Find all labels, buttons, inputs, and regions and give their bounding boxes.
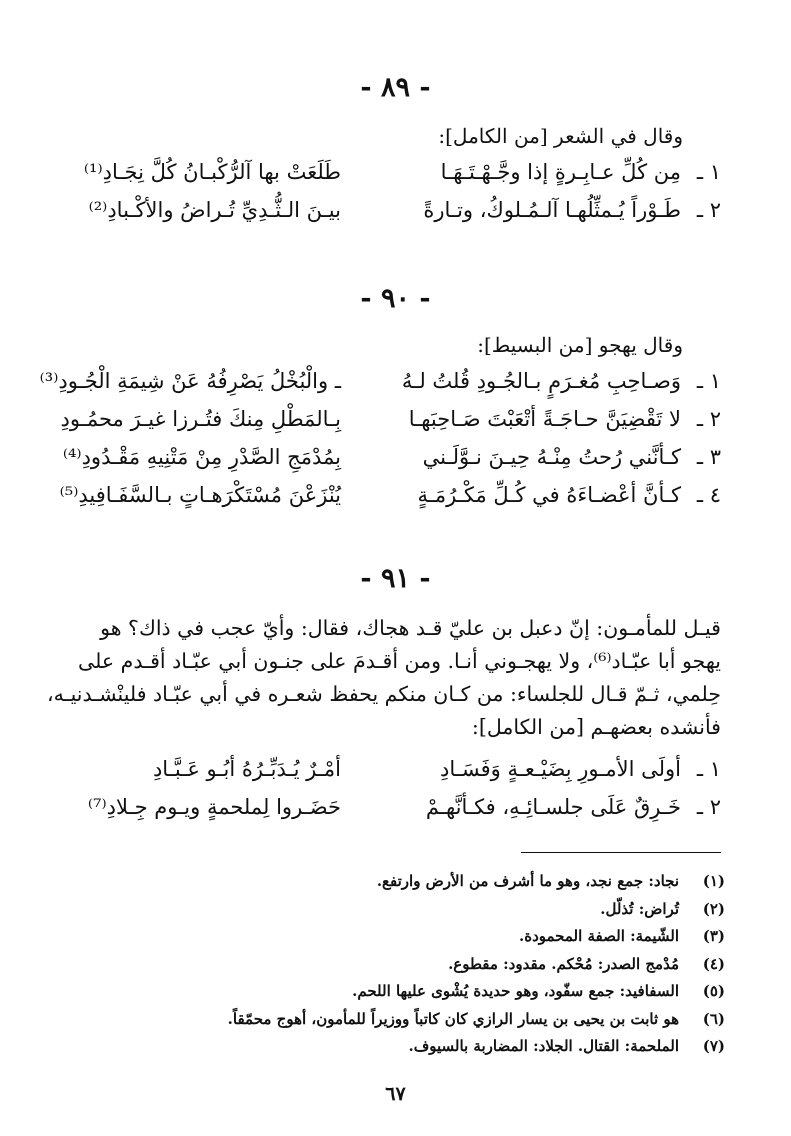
- footnote-text: نجاد: جمع نجد، وهو ما أشرف من الأرض وارتفع.: [376, 872, 679, 890]
- first-hemistich: كـأنَّني رُحتُ مِنْـهُ حِيـنَ نـوَّلَـني: [422, 445, 681, 469]
- footnote: [60, 872, 725, 900]
- prose-line: فأنشده بعضهـم [من الكامل]:: [471, 715, 721, 739]
- verse: [39, 369, 721, 407]
- footnote-text: الملحمة: القتال. الجلاد: المضاربة بالسيوف.: [408, 1037, 679, 1055]
- second-hemistich: حَضَـروا لِملحمةٍ ويـوم جِـلادِ⁽⁷⁾: [87, 795, 341, 819]
- verse-number: ١ ـ: [696, 160, 721, 184]
- poem: [39, 369, 721, 521]
- footnote-number: (٢): [702, 899, 725, 918]
- footnote-number: (٦): [702, 1009, 725, 1028]
- first-hemistich: أولَى الأمـورِ بِضَيْـعـةٍ وَفَسَـادِ: [439, 757, 681, 781]
- first-hemistich: كـأنَّ أعْضـاءَهُ في كُـلِّ مَكْـرُمَـةٍ: [417, 483, 681, 507]
- second-hemistich: يُنْزَعْنَ مُسْتَكْرَهـاتٍ بـالسَّفَـافِيدِ⁽⁵⁾: [59, 483, 341, 507]
- footnote: [60, 1010, 725, 1038]
- second-hemistich: ـ والْبُخْلُ يَصْرِفُهُ عَنْ شِيمَةِ الْجُـودِ⁽³⁾: [39, 369, 341, 393]
- poem: [48, 160, 721, 236]
- first-hemistich: خَـرِقٌ عَلَى جلسـائِـهِ، فكـأنَّهـمْ: [425, 795, 681, 819]
- second-hemistich: طَلَعَتْ بها آلرُّكْبـانُ كُلَّ نِجَـادِ⁽¹⁾: [83, 160, 341, 184]
- footnote-text: الشّيمة: الصفة المحمودة.: [519, 927, 679, 945]
- first-hemistich: لا تَقْضِيَنَّ حـاجَـةً أتْعَبْتَ صَـاحِبَهـا: [408, 407, 681, 431]
- verse: [48, 795, 721, 833]
- verse-number: ١ ـ: [696, 757, 721, 781]
- verse: [48, 160, 721, 198]
- prose-line: قيـل للمأمـون: إنّ دعبل بن عليّ قـد هجاك، فقال: وأيّ عجب في ذاك؟ هو: [100, 616, 721, 640]
- section-intro: وقال يهجو [من البسيط]:: [477, 333, 683, 357]
- prose-line: يهجو أبا عبّـاد⁽⁶⁾، ولا يهجـوني أنـا. ومن أقـدمَ على جنـون أبي عبّـاد أقـدم على: [78, 649, 721, 673]
- second-hemistich: أمْـرٌ يُـدَبِّـرُهُ أبُـو عَـبَّـادِ: [152, 757, 341, 781]
- prose-paragraph: [46, 612, 721, 744]
- first-hemistich: وَصـاحِبِ مُغـرَمٍ بـالجُـودِ قُلتُ لـهُ: [401, 369, 681, 393]
- verse-number: ٤ ـ: [696, 483, 721, 507]
- verse-number: ٢ ـ: [696, 407, 721, 431]
- verse-number: ٣ ـ: [696, 445, 721, 469]
- footnote: [60, 900, 725, 928]
- footnote-text: هو ثابت بن يحيى بن يسار الرازي كان كاتباً ووزيراً للمأمون، أهوج محمّقاً.: [227, 1009, 679, 1028]
- verse: [48, 445, 721, 483]
- footnote-number: (١): [702, 872, 725, 890]
- first-hemistich: طَـوْراً يُـمثِّلُهـا آلـمُـلوكُ، وتـارةً: [423, 198, 681, 222]
- footnote-number: (٧): [702, 1037, 725, 1055]
- verse-number: ٢ ـ: [696, 795, 721, 819]
- verse-number: ٢ ـ: [696, 198, 721, 222]
- section-number: - ٩١ -: [360, 563, 431, 594]
- footnote: [60, 982, 725, 1010]
- first-hemistich: مِن كُلِّ عـابِـرةٍ إذا وجَّـهْـتَـهَـا: [440, 160, 681, 184]
- footnote-text: مُدْمج الصدر: مُحْكم. مقدود: مقطوع.: [448, 954, 679, 973]
- footnote-number: (٤): [702, 954, 725, 973]
- footnote-separator: [521, 852, 721, 853]
- footnote: [60, 1037, 725, 1065]
- footnote-text: السفافيد: جمع سفّود، وهو حديدة يُشْوى عليها اللحم.: [352, 982, 679, 1000]
- verse: [48, 483, 721, 521]
- second-hemistich: بِـالمَطْلِ مِنكَ فتُـرزا غيـرَ محمُـودِ: [60, 407, 341, 431]
- prose-line: حِلمي، ثـمّ قـال للجلساء: من كـان منكم يحفظ شعـره في أبي عبّـاد فلينْشـدنيـه،: [46, 682, 721, 706]
- verse-number: ١ ـ: [696, 369, 721, 393]
- verse: [48, 407, 721, 445]
- verse: [48, 198, 721, 236]
- footnote-number: (٥): [702, 982, 725, 1000]
- second-hemistich: بيـنَ الـثُّـدِيِّ تُـراضُ والأكْـبادِ⁽²⁾: [88, 198, 341, 222]
- footnote-text: تُراض: تُذلّل.: [600, 899, 679, 918]
- verse: [48, 757, 721, 795]
- page-number: ٦٧: [385, 1083, 406, 1105]
- footnote: [60, 955, 725, 983]
- section-intro: وقال في الشعر [من الكامل]:: [438, 124, 683, 148]
- section-number: - ٩٠ -: [360, 283, 431, 314]
- footnote: [60, 927, 725, 955]
- section-number: - ٨٩ -: [360, 72, 431, 103]
- footnote-number: (٣): [702, 927, 725, 945]
- poem: [48, 757, 721, 833]
- second-hemistich: بِمُدْمَجِ الصَّدْرِ مِنْ مَتْنِيهِ مَقْـدُودِ⁽⁴⁾: [62, 445, 341, 469]
- footnotes: [60, 872, 725, 1065]
